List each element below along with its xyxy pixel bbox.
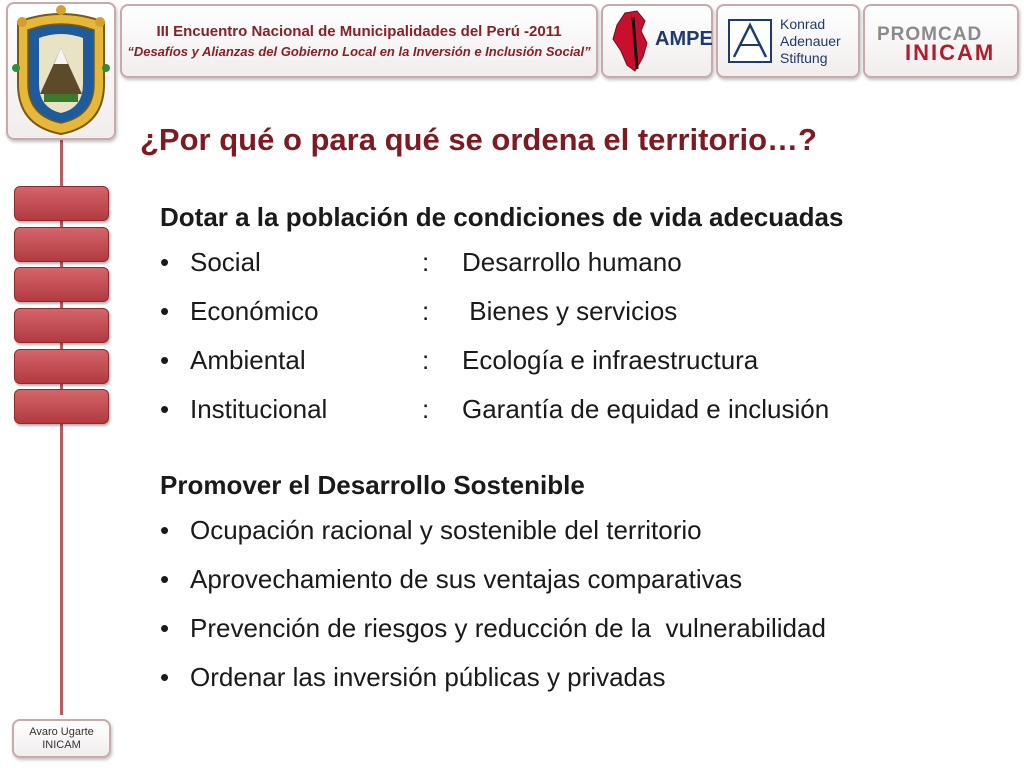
list-item	[160, 604, 1010, 653]
section-heading: Promover el Desarrollo Sostenible	[160, 470, 585, 500]
sidebar-button-5[interactable]	[14, 349, 109, 384]
author-org: INICAM	[42, 738, 81, 751]
item-value: Bienes y servicios	[462, 296, 678, 326]
item-label: Ambiental	[190, 345, 306, 375]
bullet: •	[160, 515, 170, 545]
bullet: •	[160, 247, 170, 277]
event-title	[122, 6, 596, 76]
item-value: Ecología e infraestructura	[462, 345, 759, 375]
konrad-logo-text: Konrad Adenauer Stiftung	[780, 16, 841, 66]
event-title-line2: “Desafíos y Alianzas del Gobierno Local en la Inversión e Inclusión Social”	[127, 44, 591, 59]
konrad-logo-panel	[716, 4, 860, 78]
item-colon: :	[422, 296, 430, 326]
promcad-logo-text: PROMCAD	[877, 24, 983, 45]
item-value: Desarrollo humano	[462, 247, 682, 277]
item-text: Prevención de riesgos y reducción de la vulnerabilidad	[190, 613, 826, 643]
konrad-logo-icon	[728, 19, 772, 63]
inicam-logo-panel	[863, 4, 1019, 78]
slide-content	[160, 196, 1010, 702]
list-item	[160, 555, 1010, 604]
author-name: Avaro Ugarte	[29, 725, 94, 738]
item-text: Ordenar las inversión públicas y privadas	[190, 662, 666, 692]
item-text: Aprovechamiento de sus ventajas comparativas	[190, 564, 743, 594]
item-colon: :	[422, 345, 430, 375]
item-value: Garantía de equidad e inclusión	[462, 394, 830, 424]
inicam-logo-text: INICAM	[905, 40, 996, 65]
section-spacer	[160, 434, 1010, 464]
list-item	[160, 336, 1010, 385]
item-label: Económico	[190, 296, 319, 326]
bullet: •	[160, 564, 170, 594]
logo-panel	[6, 2, 116, 140]
item-colon: :	[422, 394, 430, 424]
section-heading: Dotar a la población de condiciones de vida adecuadas	[160, 202, 844, 232]
item-colon: :	[422, 247, 430, 277]
bullet: •	[160, 662, 170, 692]
sidebar-button-3[interactable]	[14, 267, 109, 302]
ampe-logo-text: AMPE	[655, 28, 713, 50]
author-label	[14, 721, 109, 756]
sidebar-button-4[interactable]	[14, 308, 109, 343]
item-label: Institucional	[190, 394, 328, 424]
bullet: •	[160, 345, 170, 375]
peru-map-icon	[607, 9, 657, 75]
event-title-line1: III Encuentro Nacional de Municipalidades del Perú -2011	[156, 23, 562, 40]
slide-title: ¿Por qué o para qué se ordena el territorio…?	[140, 122, 817, 157]
sidebar-button-6[interactable]	[14, 389, 109, 424]
item-text: Ocupación racional y sostenible del territorio	[190, 515, 702, 545]
list-item	[160, 653, 1010, 702]
bullet: •	[160, 613, 170, 643]
sidebar-button-2[interactable]	[14, 227, 109, 262]
item-label: Social	[190, 247, 261, 277]
list-item	[160, 238, 1010, 287]
municipal-seal-icon	[8, 4, 114, 138]
list-item	[160, 385, 1010, 434]
list-item	[160, 287, 1010, 336]
bullet: •	[160, 296, 170, 326]
ampe-logo-panel	[601, 4, 713, 78]
bullet: •	[160, 394, 170, 424]
list-item	[160, 506, 1010, 555]
sidebar-button-1[interactable]	[14, 186, 109, 221]
